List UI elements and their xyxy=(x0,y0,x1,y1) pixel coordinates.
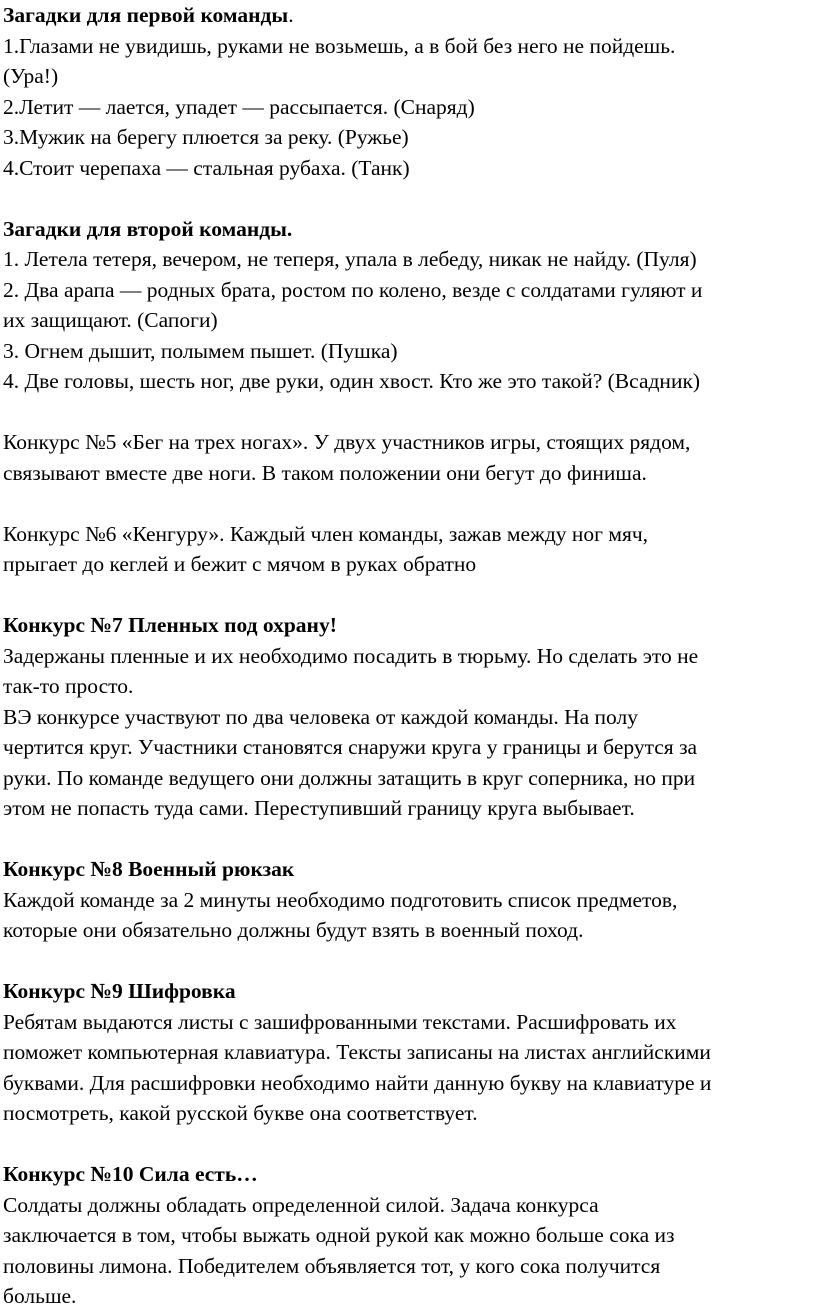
contest7-line: руки. По команде ведущего они должны затащить в круг соперника, но при xyxy=(3,765,696,790)
contest9-line: поможет компьютерная клавиатура. Тексты записаны на листах английскими xyxy=(3,1040,711,1064)
contest7-line: Задержаны пленные и их необходимо посадить в тюрьму. Но сделать это не xyxy=(3,643,699,668)
paragraph-spacer xyxy=(3,946,813,977)
riddle-line: 4. Две головы, шесть ног, две руки, один хвост. Кто же это такой? (Всадник) xyxy=(3,369,701,393)
contest5-line: связывают вместе две ноги. В таком положении они бегут до финиша. xyxy=(3,460,647,485)
contest7-line: чертится круг. Участники становятся снаружи круга у границы и берутся за xyxy=(3,735,698,759)
section2-title: Загадки для второй команды. xyxy=(3,216,293,241)
contest6-line: прыгает до кеглей и бежит с мячом в руках обратно xyxy=(3,552,477,576)
paragraph-spacer xyxy=(3,183,813,214)
riddle-line: 3. Огнем дышит, полымем пышет. (Пушка) xyxy=(3,338,398,363)
contest8-line: Каждой команде за 2 минуты необходимо подготовить список предметов, xyxy=(3,887,678,912)
paragraph-spacer xyxy=(3,580,813,611)
contest7-title: Конкурс №7 Пленных под охрану! xyxy=(3,613,337,637)
section1-heading-line xyxy=(3,0,813,31)
section1-title-dot: . xyxy=(288,3,294,27)
riddle-line: 2.Летит — лается, упадет — рассыпается. (Снаряд) xyxy=(3,94,475,119)
riddle-line: 1. Летела тетеря, вечером, не теперя, упала в лебеду, никак не найду. (Пуля) xyxy=(3,247,697,271)
contest9-line: посмотреть, какой русской букве она соответствует. xyxy=(3,1101,478,1125)
riddle-line: 1.Глазами не увидишь, руками не возьмешь, а в бой без него не пойдешь. xyxy=(3,33,676,58)
contest9-line: Ребятам выдаются листы с зашифрованными текстами. Расшифровать их xyxy=(3,1009,677,1034)
contest10-line: половины лимона. Победителем объявляется тот, у кого сока получится xyxy=(3,1253,661,1278)
riddle-line: 4.Стоит черепаха — стальная рубаха. (Танк) xyxy=(3,155,410,180)
contest7-line: этом не попасть туда сами. Переступивший границу круга выбывает. xyxy=(3,796,635,820)
paragraph-spacer xyxy=(3,397,813,428)
contest10-line: больше. xyxy=(3,1284,77,1308)
paragraph-spacer xyxy=(3,824,813,855)
paragraph-spacer xyxy=(3,1129,813,1160)
riddle-line: (Ура!) xyxy=(3,64,59,88)
contest8-line: которые они обязательно должны будут взять в военный поход. xyxy=(3,918,584,942)
contest5-line: Конкурс №5 «Бег на трех ногах». У двух участников игры, стоящих рядом, xyxy=(3,430,691,454)
contest7-line: так-то просто. xyxy=(3,674,134,698)
contest10-title: Конкурс №10 Сила есть… xyxy=(3,1162,258,1186)
contest10-line: заключается в том, чтобы выжать одной рукой как можно больше сока из xyxy=(3,1223,675,1247)
contest10-line: Солдаты должны обладать определенной силой. Задача конкурса xyxy=(3,1192,599,1217)
riddle-line: их защищают. (Сапоги) xyxy=(3,308,218,332)
contest8-title: Конкурс №8 Военный рюкзак xyxy=(3,857,295,881)
contest6-line: Конкурс №6 «Кенгуру». Каждый член команды, зажав между ног мяч, xyxy=(3,521,649,546)
riddle-line: 2. Два арапа — родных брата, ростом по колено, везде с солдатами гуляют и xyxy=(3,277,703,302)
contest9-title: Конкурс №9 Шифровка xyxy=(3,979,236,1003)
contest9-line: буквами. Для расшифровки необходимо найти данную букву на клавиатуре и xyxy=(3,1070,712,1095)
contest7-line: ВЭ конкурсе участвуют по два человека от каждой команды. На полу xyxy=(3,704,638,729)
paragraph-spacer xyxy=(3,488,813,519)
riddle-line: 3.Мужик на берегу плюется за реку. (Ружье) xyxy=(3,125,409,149)
section1-title: Загадки для первой команды xyxy=(3,3,289,27)
document-page xyxy=(3,0,813,1312)
